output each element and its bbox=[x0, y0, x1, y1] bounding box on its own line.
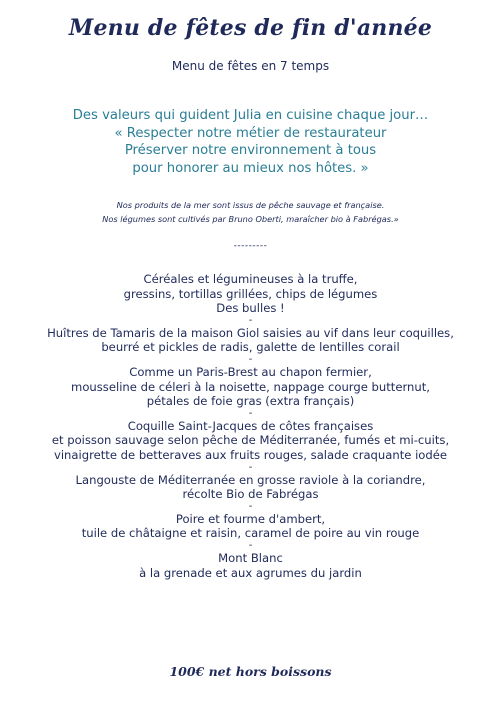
course-line: pétales de foie gras (extra français) bbox=[146, 394, 355, 409]
course-item bbox=[0, 473, 501, 502]
course-line: à la grenade et aux agrumes du jardin bbox=[139, 565, 362, 580]
course-line: Langouste de Méditerranée en grosse raviole à la coriandre, bbox=[75, 472, 426, 487]
note-line: Nos produits de la mer sont issus de pêche sauvage et française. bbox=[116, 200, 385, 210]
course-line: beurré et pickles de radis, galette de lentilles corail bbox=[101, 340, 400, 355]
course-line: mousseline de céleri à la noisette, nappage courge butternut, bbox=[71, 379, 430, 394]
values-statement bbox=[0, 107, 501, 177]
values-line: Des valeurs qui guident Julia en cuisine chaque jour… bbox=[72, 108, 429, 123]
course-line: Coquille Saint-Jacques de côtes françaises bbox=[127, 418, 374, 433]
course-item bbox=[0, 512, 501, 541]
course-item bbox=[0, 272, 501, 316]
course-divider: - bbox=[248, 353, 253, 365]
course-line: récolte Bio de Fabrégas bbox=[182, 487, 319, 502]
course-divider: - bbox=[248, 461, 253, 473]
sourcing-notes bbox=[0, 198, 501, 226]
course-item bbox=[0, 551, 501, 580]
menu-title: Menu de fêtes de fin d'année bbox=[68, 15, 433, 41]
course-item bbox=[0, 419, 501, 463]
course-divider: - bbox=[248, 539, 253, 551]
course-line: Mont Blanc bbox=[218, 550, 283, 565]
values-line: Préserver notre environnement à tous bbox=[124, 143, 377, 158]
menu-subtitle: Menu de fêtes en 7 temps bbox=[171, 59, 330, 73]
course-line: Huîtres de Tamaris de la maison Giol saisies au vif dans leur coquilles, bbox=[47, 325, 454, 340]
values-line: pour honorer au mieux nos hôtes. » bbox=[132, 160, 369, 176]
course-line: gressins, tortillas grillées, chips de légumes bbox=[123, 286, 378, 301]
course-divider: - bbox=[248, 500, 253, 512]
course-line: et poisson sauvage selon pêche de Méditerranée, fumés et mi-cuits, bbox=[51, 433, 450, 448]
values-line: « Respecter notre métier de restaurateur bbox=[114, 125, 387, 141]
course-divider: - bbox=[248, 407, 253, 419]
course-line: tuile de châtaigne et raisin, caramel de poire au vin rouge bbox=[81, 526, 420, 541]
note-line: Nos légumes sont cultivés par Bruno Oberti, maraîcher bio à Fabrégas.» bbox=[102, 214, 399, 224]
course-line: vinaigrette de betteraves aux fruits rouges, salade craquante iodée bbox=[53, 447, 448, 462]
course-line: Poire et fourme d'ambert, bbox=[175, 511, 326, 526]
course-divider: - bbox=[248, 314, 253, 326]
course-item bbox=[0, 365, 501, 409]
course-list bbox=[0, 272, 501, 580]
course-item bbox=[0, 326, 501, 355]
course-line: Des bulles ! bbox=[216, 301, 285, 316]
course-line: Céréales et légumineuses à la truffe, bbox=[143, 272, 358, 286]
course-line: Comme un Paris-Brest au chapon fermier, bbox=[129, 364, 372, 379]
menu-price: 100€ net hors boissons bbox=[169, 664, 332, 679]
section-separator: --------- bbox=[233, 241, 268, 251]
